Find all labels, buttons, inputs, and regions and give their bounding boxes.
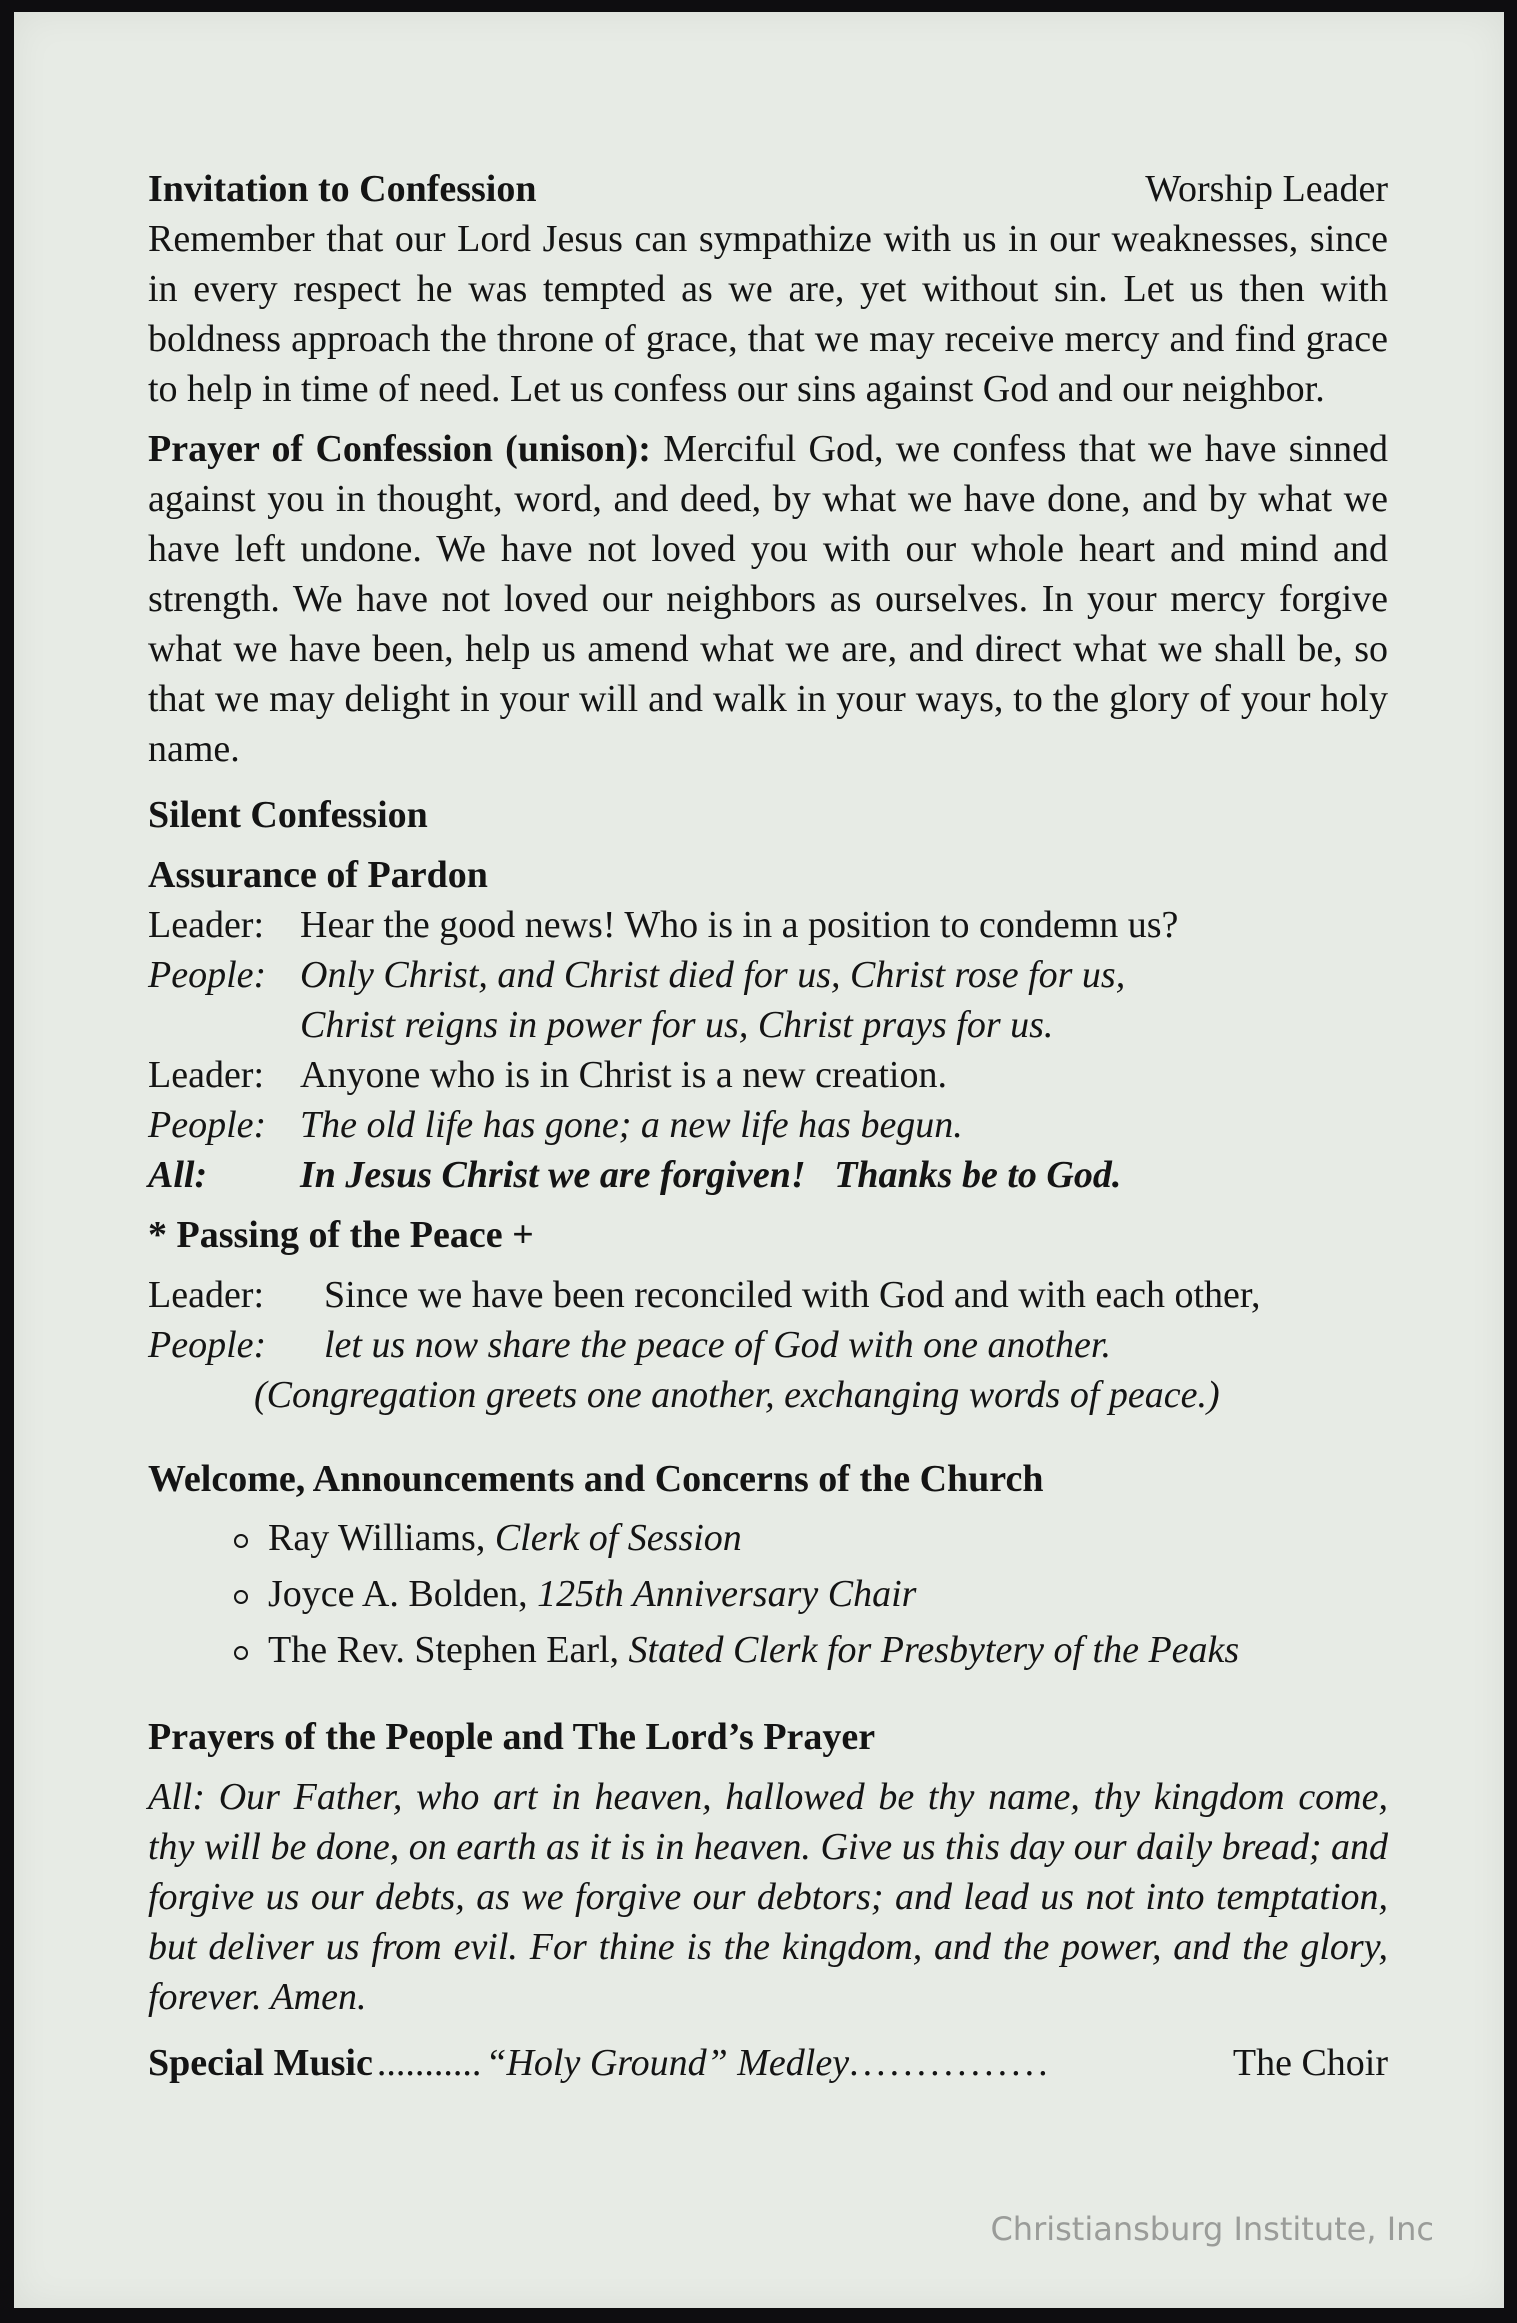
peace-title: * Passing of the Peace + — [148, 1214, 534, 1256]
invitation-text: Remember that our Lord Jesus can sympathize with us in our weaknesses, since in every respect he was tempted as we are, yet without sin. Let us then with boldness approach the throne of grace, that we may receive mercy and find grace to help in time of need. Let us confess our sins against God and our neighbor. — [148, 218, 1388, 410]
bullet-circle-icon — [234, 1534, 248, 1548]
music-piece: “Holy Ground” Medley — [485, 2042, 850, 2084]
invitation-leader: Worship Leader — [1145, 168, 1388, 210]
bullet-circle-icon — [234, 1590, 248, 1604]
leader-dots: ........... — [376, 2042, 482, 2084]
invitation-header — [148, 164, 1388, 214]
assurance-line — [148, 1100, 1388, 1150]
bullet-circle-icon — [234, 1646, 248, 1660]
speaker-label: People: — [148, 954, 267, 996]
person-name: Joyce A. Bolden, — [268, 1573, 528, 1615]
lords-prayer-title: Prayers of the People and The Lord’s Prayer — [148, 1716, 876, 1758]
person-role: Clerk of Session — [494, 1517, 742, 1559]
speaker-label: Leader: — [148, 904, 265, 946]
lords-prayer-text: All: Our Father, who art in heaven, hallowed be thy name, thy kingdom come, thy will be done, on earth as it is in heaven. Give us this day our daily bread; and forgive us our debts, as we forgive our debtors; and lead us not into temptation, but deliver us from evil. For thine is the kingdom, and the power, and the glory, forever. Amen. — [148, 1776, 1388, 2018]
person-role: 125th Anniversary Chair — [537, 1573, 917, 1615]
prayer-of-confession — [148, 424, 1388, 774]
person-name: The Rev. Stephen Earl, — [268, 1629, 620, 1671]
bulletin-content — [148, 164, 1388, 2088]
list-item — [232, 1622, 1388, 1678]
speaker-label: Leader: — [148, 1054, 265, 1096]
list-item — [232, 1510, 1388, 1566]
response-text: Only Christ, and Christ died for us, Christ rose for us, — [300, 954, 1126, 996]
assurance-line — [148, 1050, 1388, 1100]
person-role: Stated Clerk for Presbytery of the Peaks — [628, 1629, 1240, 1671]
speaker-label: People: — [148, 1324, 267, 1366]
assurance-line — [148, 950, 1388, 1000]
assurance-title: Assurance of Pardon — [148, 854, 488, 896]
leader-dots: ............... — [849, 2042, 1052, 2084]
response-text: Since we have been reconciled with God and with each other, — [324, 1274, 1261, 1316]
peace-stage-direction: (Congregation greets one another, exchanging words of peace.) — [254, 1374, 1220, 1416]
peace-line — [148, 1270, 1388, 1320]
silent-confession-title: Silent Confession — [148, 794, 428, 836]
assurance-line — [148, 1150, 1388, 1200]
speaker-label: People: — [148, 1104, 267, 1146]
special-music-line — [148, 2038, 1388, 2088]
response-text: In Jesus Christ we are forgiven! Thanks be to God. — [300, 1154, 1122, 1196]
response-text: let us now share the peace of God with one another. — [324, 1324, 1111, 1366]
person-name: Ray Williams, — [268, 1517, 486, 1559]
announcement-list — [148, 1510, 1388, 1678]
response-text: Anyone who is in Christ is a new creation. — [300, 1054, 947, 1096]
peace-line — [148, 1320, 1388, 1370]
response-continuation: Christ reigns in power for us, Christ prays for us. — [300, 1004, 1054, 1046]
welcome-title: Welcome, Announcements and Concerns of the Church — [148, 1458, 1044, 1500]
assurance-line — [148, 900, 1388, 950]
response-text: Hear the good news! Who is in a position to condemn us? — [300, 904, 1179, 946]
prayer-confession-title: Prayer of Confession (unison): — [148, 428, 651, 470]
bulletin-page — [14, 12, 1504, 2308]
response-text: The old life has gone; a new life has begun. — [300, 1104, 963, 1146]
invitation-title: Invitation to Confession — [148, 168, 537, 210]
list-item — [232, 1566, 1388, 1622]
special-music-label: Special Music — [148, 2042, 373, 2084]
prayer-confession-text: Merciful God, we confess that we have sinned against you in thought, word, and deed, by what we have done, and by what we have left undone. We have not loved you with our whole heart and mind and strength. We have not loved our neighbors as ourselves. In your mercy forgive what we have been, help us amend what we are, and direct what we shall be, so that we may delight in your will and walk in your ways, to the glory of your holy name. — [148, 428, 1388, 770]
speaker-label: All: — [148, 1154, 208, 1196]
watermark-text: Christiansburg Institute, Inc — [990, 2210, 1434, 2248]
speaker-label: Leader: — [148, 1274, 265, 1316]
music-performer: The Choir — [1232, 2042, 1388, 2084]
